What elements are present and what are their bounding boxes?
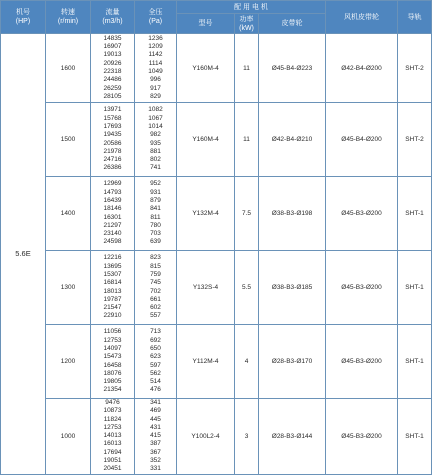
header-power-unit: (kW) [239,24,254,32]
motor-pulley-cell: Ø38-B3-Ø185 [259,251,326,325]
pressure-cell-value: 415 [150,432,161,440]
flow-cell [91,399,135,475]
motor-power-cell: 11 [235,34,259,103]
pressure-cell-value: 469 [150,407,161,415]
motor-pulley-cell: Ø28-B3-Ø170 [259,325,326,399]
flow-cell-value: 17693 [103,122,122,130]
fan-pulley-cell: Ø45-B3-Ø200 [326,177,398,251]
speed-cell: 1500 [46,103,91,177]
pressure-cell-value: 476 [150,386,161,394]
pressure-cell-value: 1082 [148,106,163,114]
motor-power-cell: 11 [235,103,259,177]
pressure-cell-value: 982 [150,131,161,139]
rail-cell: SHT-2 [398,34,432,103]
fan-pulley-cell: Ø45-B3-Ø200 [326,399,398,475]
rail-cell: SHT-1 [398,251,432,325]
flow-cell-value: 21297 [103,221,122,229]
flow-cell-value: 23140 [103,230,122,238]
flow-cell [91,177,135,251]
rail-cell: SHT-1 [398,399,432,475]
pressure-cell-value: 879 [150,196,161,204]
flow-cell-value: 15768 [103,114,122,122]
header-fan-pulley: 风机皮带轮 [326,1,398,34]
flow-cell-value: 10873 [103,407,122,415]
motor-model-cell: Y160M-4 [177,103,235,177]
header-pressure-label: 全压 [148,9,163,16]
flow-cell-value: 21354 [103,386,122,394]
pressure-cell-value: 759 [150,270,161,278]
header-speed-unit: (r/min) [57,18,79,25]
pressure-cell-value: 702 [150,287,161,295]
speed-cell: 1600 [46,34,91,103]
speed-cell: 1300 [46,251,91,325]
flow-cell-value: 26386 [103,164,122,172]
pressure-cell-value: 1049 [148,68,163,75]
pressure-cell-value: 741 [150,164,161,172]
flow-cell-value: 16301 [103,213,122,221]
pressure-cell [135,251,177,325]
pressure-cell-value: 881 [150,147,161,155]
header-machine-no [1,1,46,34]
table-body [1,34,432,475]
flow-cell-value: 16907 [103,43,122,51]
pressure-cell [135,399,177,475]
pressure-cell-value: 780 [150,221,161,229]
flow-cell-value: 15473 [103,353,122,361]
pressure-cell-value: 815 [150,262,161,270]
pressure-cell-value: 1142 [148,51,163,59]
pressure-cell [135,177,177,251]
header-speed-label: 转速 [61,9,75,16]
pressure-cell-value: 387 [150,440,161,448]
pressure-cell-value: 802 [150,156,161,164]
flow-cell-value: 12969 [103,180,122,188]
pressure-cell-value: 811 [150,213,161,221]
pressure-cell-value: 745 [150,279,161,287]
flow-cell-value: 13695 [103,262,122,270]
pressure-cell-value: 1114 [148,59,163,67]
pressure-cell-value: 562 [150,369,161,377]
pressure-cell-value: 352 [150,457,161,465]
flow-cell-value: 18013 [103,287,122,295]
flow-cell-value: 19805 [103,378,122,386]
header-machine-no-label: 机号 [16,9,30,16]
table-row [1,177,432,251]
speed-cell: 1200 [46,325,91,399]
speed-cell: 1400 [46,177,91,251]
flow-cell-value: 18146 [103,205,122,213]
rail-cell: SHT-1 [398,177,432,251]
flow-cell-value: 22910 [103,312,122,320]
flow-cell-value: 19787 [103,295,122,303]
flow-cell-value: 14793 [103,188,122,196]
header-flow-unit: (m3/h) [102,18,123,25]
pressure-cell-value: 597 [150,361,161,369]
flow-cell-value: 20926 [103,59,122,67]
flow-cell-value: 21978 [103,147,122,155]
fan-pulley-cell: Ø45-B3-Ø200 [326,325,398,399]
flow-cell-value: 22318 [103,68,122,75]
pressure-cell-value: 692 [150,336,161,344]
motor-model-cell: Y132S-4 [177,251,235,325]
flow-cell-value: 24486 [103,76,122,84]
motor-power-cell: 3 [235,399,259,475]
flow-cell-value: 9476 [105,399,120,406]
header-power-label: 功率 [239,15,254,23]
pressure-cell-value: 341 [150,399,161,406]
motor-pulley-cell: Ø42-B4-Ø210 [259,103,326,177]
motor-model-cell: Y100L2-4 [177,399,235,475]
pressure-cell-value: 557 [150,312,161,320]
flow-cell-value: 20451 [103,465,122,473]
motor-power-cell: 5.5 [235,251,259,325]
pressure-cell-value: 331 [150,465,161,473]
flow-cell-value: 15307 [103,270,122,278]
motor-power-cell: 4 [235,325,259,399]
pressure-cell-value: 952 [150,180,161,188]
header-model: 型号 [177,14,235,34]
header-power [235,14,259,34]
flow-cell-value: 12753 [103,423,122,431]
pressure-cell-value: 829 [150,92,161,100]
table-row [1,325,432,399]
header-flow [91,1,135,34]
pressure-cell-value: 1014 [148,122,163,130]
pressure-cell-value: 823 [150,254,161,262]
motor-pulley-cell: Ø45-B4-Ø223 [259,34,326,103]
flow-cell-value: 24716 [103,156,122,164]
header-flow-label: 流量 [105,9,120,16]
machine-no-cell: 5.6E [1,34,46,475]
header-pulley: 皮带轮 [259,14,326,34]
flow-cell-value: 16814 [103,279,122,287]
flow-cell-value: 16013 [103,440,122,448]
flow-cell-value: 21547 [103,304,122,312]
motor-pulley-cell: Ø28-B3-Ø144 [259,399,326,475]
flow-cell [91,325,135,399]
table-header [1,1,432,34]
motor-pulley-cell: Ø38-B3-Ø198 [259,177,326,251]
flow-cell [91,34,135,103]
flow-cell-value: 13971 [103,106,122,114]
flow-cell-value: 19013 [103,51,122,59]
flow-cell-value: 16439 [103,196,122,204]
table-row [1,34,432,103]
flow-cell-value: 11056 [103,328,122,336]
pressure-cell-value: 623 [150,353,161,361]
rail-cell: SHT-2 [398,103,432,177]
pressure-cell-value: 1067 [148,114,163,122]
flow-cell-value: 26259 [103,84,122,92]
flow-cell [91,251,135,325]
pressure-cell-value: 996 [150,76,161,84]
header-motor-group: 配 用 电 机 [177,1,326,14]
pressure-cell-value: 650 [150,344,161,352]
pressure-cell-value: 703 [150,230,161,238]
flow-cell-value: 14835 [103,34,122,42]
flow-cell-value: 17694 [103,448,122,456]
pressure-cell-value: 1209 [148,43,163,51]
flow-cell-value: 18076 [103,369,122,377]
pressure-cell-value: 514 [150,378,161,386]
speed-cell: 1000 [46,399,91,475]
motor-power-cell: 7.5 [235,177,259,251]
flow-cell-value: 14013 [103,432,122,440]
flow-cell-value: 14097 [103,344,122,352]
flow-cell-value: 20586 [103,139,122,147]
pressure-cell-value: 917 [150,84,161,92]
motor-model-cell: Y132M-4 [177,177,235,251]
flow-cell-value: 28105 [103,92,122,100]
pressure-cell-value: 431 [150,423,161,431]
pressure-cell-value: 713 [150,328,161,336]
pressure-cell-value: 931 [150,188,161,196]
pressure-cell-value: 367 [150,448,161,456]
flow-cell-value: 19051 [103,457,122,465]
flow-cell-value: 24598 [103,238,122,246]
header-speed [46,1,91,34]
flow-cell-value: 11824 [103,415,122,423]
rail-cell: SHT-1 [398,325,432,399]
header-pressure [135,1,177,34]
table-row [1,251,432,325]
flow-cell-value: 16458 [103,361,122,369]
motor-model-cell: Y160M-4 [177,34,235,103]
header-rail: 导轨 [398,1,432,34]
pressure-cell-value: 602 [150,304,161,312]
header-machine-no-unit: (HP) [15,18,31,25]
pressure-cell-value: 639 [150,238,161,246]
header-pressure-unit: (Pa) [148,18,163,25]
motor-model-cell: Y112M-4 [177,325,235,399]
pressure-cell-value: 1236 [148,34,163,42]
fan-pulley-cell: Ø45-B4-Ø200 [326,103,398,177]
pressure-cell [135,103,177,177]
fan-pulley-cell: Ø42-B4-Ø200 [326,34,398,103]
flow-cell-value: 19435 [103,131,122,139]
flow-cell-value: 12753 [103,336,122,344]
pressure-cell-value: 841 [150,205,161,213]
table-row [1,103,432,177]
pressure-cell-value: 661 [150,295,161,303]
pressure-cell [135,34,177,103]
flow-cell [91,103,135,177]
fan-pulley-cell: Ø45-B3-Ø200 [326,251,398,325]
pressure-cell-value: 445 [150,415,161,423]
pressure-cell [135,325,177,399]
flow-cell-value: 12216 [103,254,122,262]
table-row [1,399,432,475]
pressure-cell-value: 935 [150,139,161,147]
